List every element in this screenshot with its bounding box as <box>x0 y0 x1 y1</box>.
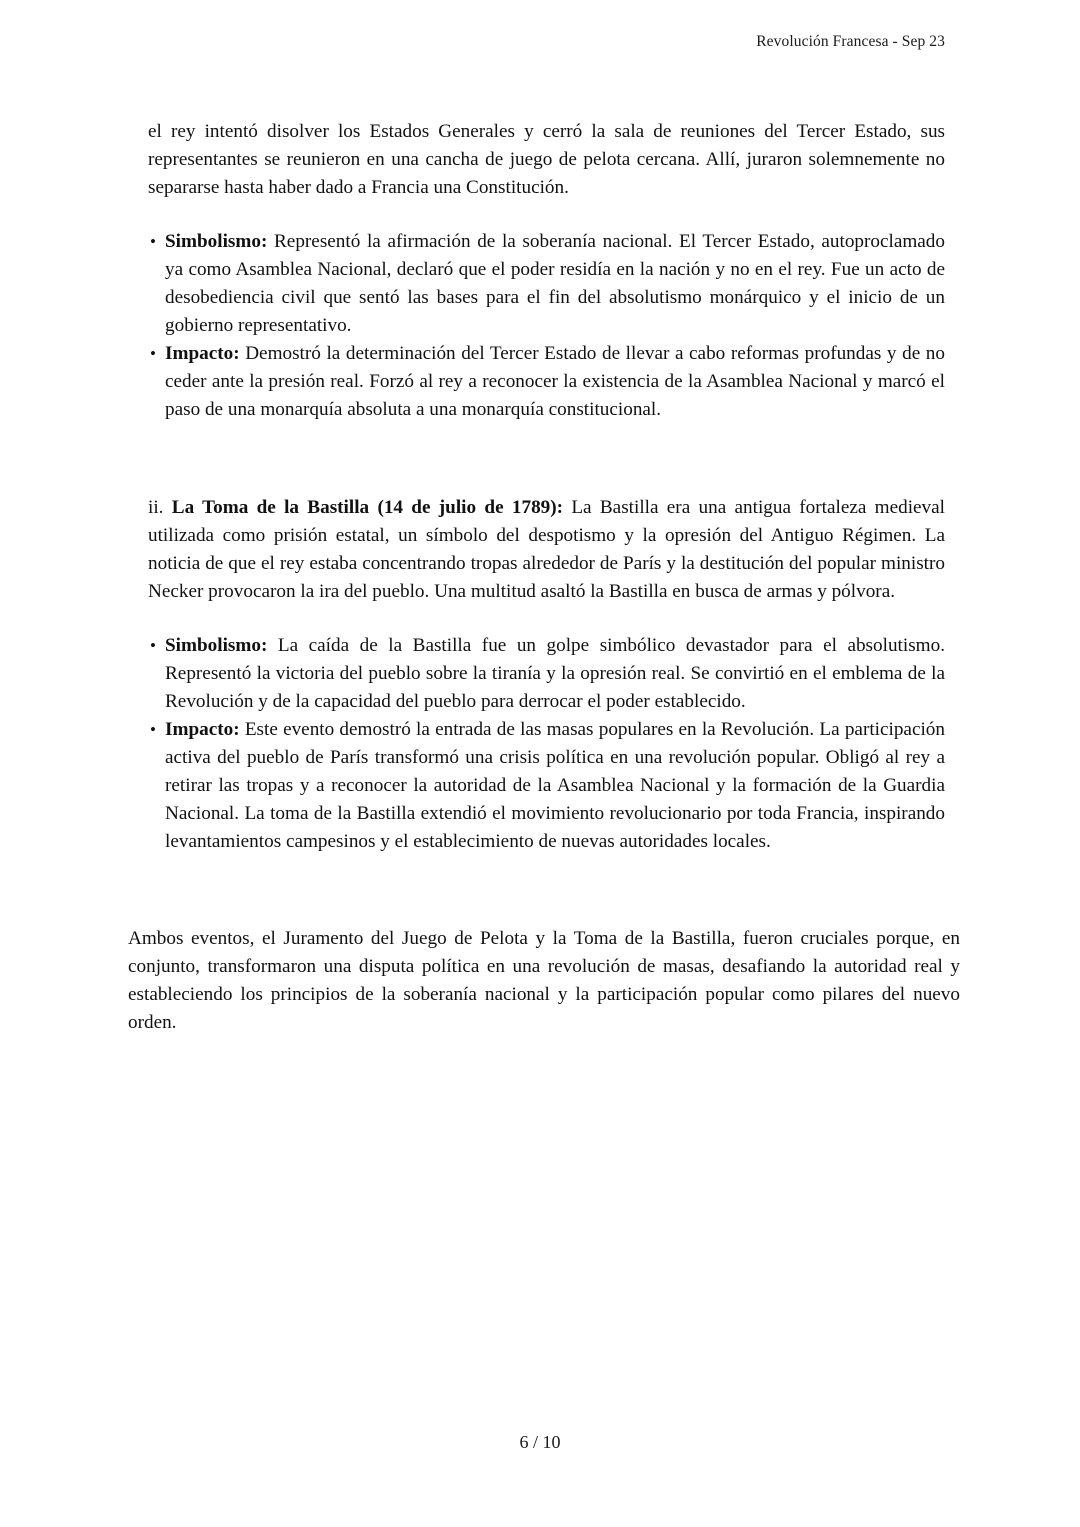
spacer <box>148 202 945 228</box>
list-item <box>148 228 945 340</box>
list-item-label: Simbolismo: <box>165 231 268 252</box>
section-one-bullet-list <box>148 228 945 424</box>
page-content <box>148 118 945 856</box>
section-heading: La Toma de la Bastilla (14 de julio de 1789): <box>171 497 564 518</box>
section-two-bullet-list <box>148 632 945 856</box>
list-item-label: Impacto: <box>165 343 240 364</box>
intro-paragraph: el rey intentó disolver los Estados Generales y cerró la sala de reuniones del Tercer Estado, sus representantes se reunieron en una cancha de juego de pelota cercana. Allí, juraron solemnemente no separarse hasta haber dado a Francia una Constitución. <box>148 121 945 198</box>
section-numeral: ii. <box>148 497 172 518</box>
spacer <box>148 424 945 494</box>
conclusion-paragraph: Ambos eventos, el Juramento del Juego de Pelota y la Toma de la Bastilla, fueron cruciales porque, en conjunto, transformaron una disputa política en una revolución de masas, desafiando la autoridad real y estableciendo los principios de la soberanía nacional y la participación popular como pilares del nuevo orden. <box>128 928 960 1033</box>
list-item-text: Representó la afirmación de la soberanía nacional. El Tercer Estado, autoproclamado ya como Asamblea Nacional, declaró que el poder residía en la nación y no en el rey. Fue un acto de desobediencia civil que sentó las bases para el fin del absolutismo monárquico y el inicio de un gobierno representativo. <box>165 231 945 336</box>
bullet-icon: • <box>150 720 156 739</box>
section-two-paragraph <box>148 494 945 606</box>
list-item-text: Demostró la determinación del Tercer Estado de llevar a cabo reformas profundas y de no ceder ante la presión real. Forzó al rey a reconocer la existencia de la Asamblea Nacional y marcó el paso de una monarquía absoluta a una monarquía constitucional. <box>165 343 945 420</box>
list-item <box>148 716 945 856</box>
conclusion-block <box>128 925 960 1037</box>
list-item-label: Simbolismo: <box>165 635 268 656</box>
list-item <box>148 340 945 424</box>
list-item <box>148 632 945 716</box>
spacer <box>148 606 945 632</box>
list-item-text: Este evento demostró la entrada de las masas populares en la Revolución. La participación activa del pueblo de París transformó una crisis política en una revolución popular. Obligó al rey a retirar las tropas y a reconocer la autoridad de la Asamblea Nacional y la formación de la Guardia Nacional. La toma de la Bastilla extendió el movimiento revolucionario por toda Francia, inspirando levantamientos campesinos y el establecimiento de nuevas autoridades locales. <box>165 719 945 852</box>
list-item-label: Impacto: <box>165 719 240 740</box>
bullet-icon: • <box>150 232 156 251</box>
section-two-body: La Bastilla era una antigua fortaleza medieval utilizada como prisión estatal, un símbolo del despotismo y la opresión del Antiguo Régimen. La noticia de que el rey estaba concentrando tropas alrededor de París y la destitución del popular ministro Necker provocaron la ira del pueblo. Una multitud asaltó la Bastilla en busca de armas y pólvora. <box>148 497 945 602</box>
bullet-icon: • <box>150 636 156 655</box>
list-item-text: La caída de la Bastilla fue un golpe simbólico devastador para el absolutismo. Representó la victoria del pueblo sobre la tiranía y la opresión real. Se convirtió en el emblema de la Revolución y de la capacidad del pueblo para derrocar el poder establecido. <box>165 635 945 712</box>
running-header: Revolución Francesa - Sep 23 <box>756 33 945 50</box>
page-number-footer: 6 / 10 <box>519 1432 561 1452</box>
bullet-icon: • <box>150 344 156 363</box>
